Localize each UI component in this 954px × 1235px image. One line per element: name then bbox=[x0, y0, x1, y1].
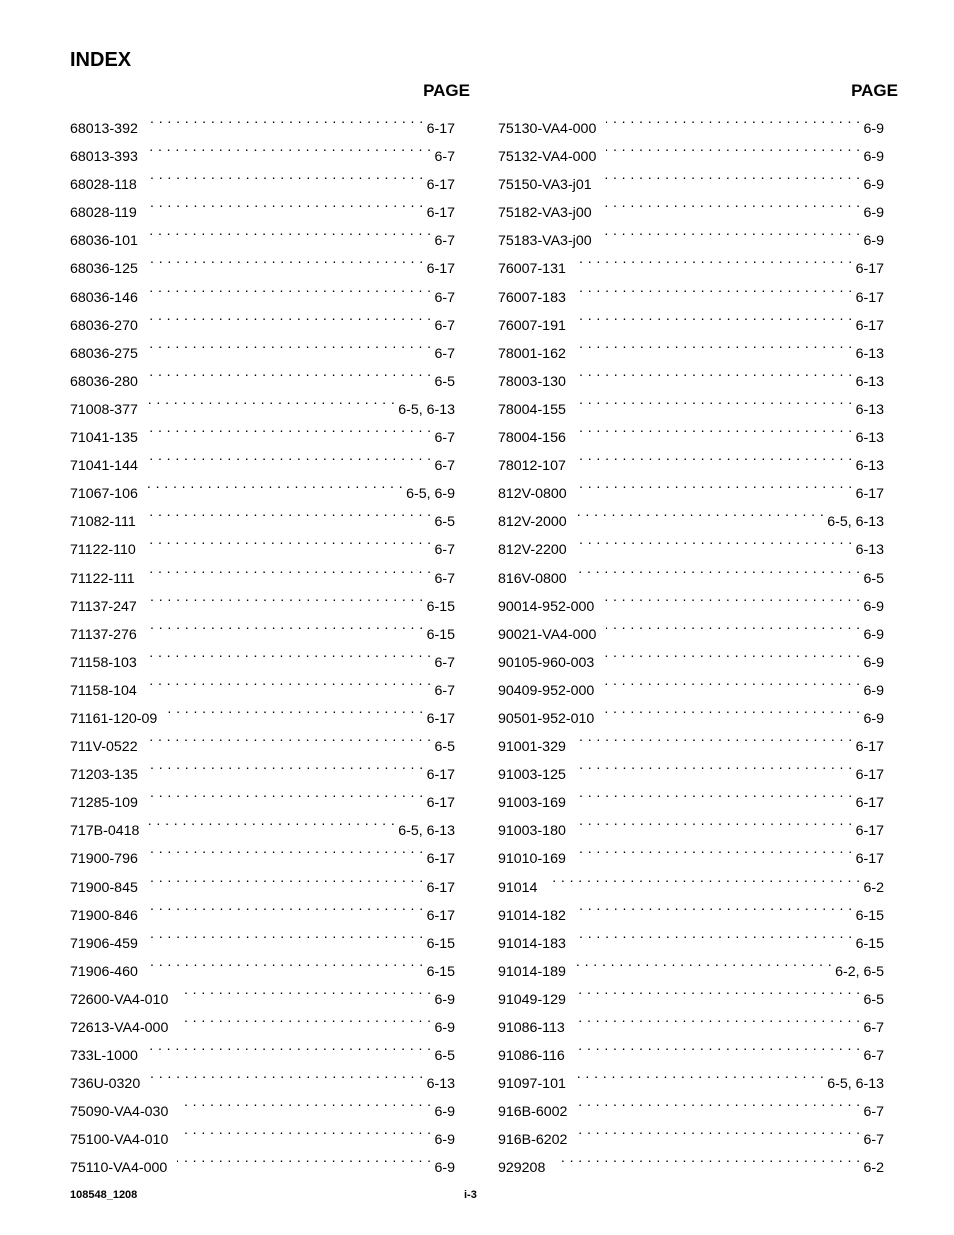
page-reference: 6-9 bbox=[863, 654, 884, 671]
dot-leader bbox=[150, 1060, 423, 1088]
dot-leader bbox=[577, 1088, 860, 1116]
dot-leader bbox=[147, 611, 424, 639]
part-number: 71137-247 bbox=[70, 598, 137, 615]
page-reference: 6-2 bbox=[863, 1160, 884, 1177]
part-number: 71122-111 bbox=[70, 570, 135, 587]
dot-leader bbox=[178, 1116, 431, 1144]
page-reference: 6-17 bbox=[426, 710, 455, 727]
dot-leader bbox=[576, 920, 853, 948]
dot-leader bbox=[577, 470, 853, 498]
part-number: 929208 bbox=[498, 1160, 546, 1177]
part-number: 75100-VA4-010 bbox=[70, 1132, 169, 1149]
page-reference: 6-17 bbox=[426, 121, 455, 137]
dot-leader bbox=[602, 189, 861, 217]
dot-leader bbox=[575, 1004, 861, 1032]
part-number: 717B-0418 bbox=[70, 823, 140, 840]
part-number: 91086-116 bbox=[498, 1048, 565, 1065]
part-number: 68036-101 bbox=[70, 233, 138, 250]
part-number: 78001-162 bbox=[498, 345, 566, 362]
part-number: 71122-110 bbox=[70, 542, 136, 559]
part-number: 91014-182 bbox=[498, 907, 566, 924]
page-reference: 6-13 bbox=[855, 373, 884, 390]
page-reference: 6-9 bbox=[863, 598, 884, 615]
page-reference: 6-5 bbox=[434, 514, 455, 531]
part-number: 71158-104 bbox=[70, 682, 137, 699]
dot-leader bbox=[577, 526, 853, 554]
page-reference: 6-15 bbox=[426, 963, 455, 980]
index-entry bbox=[70, 105, 455, 137]
page-reference: 6-5, 6-13 bbox=[398, 823, 455, 840]
part-number: 90021-VA4-000 bbox=[498, 626, 597, 643]
page-column-header: PAGE bbox=[851, 81, 898, 100]
part-number: 71906-460 bbox=[70, 963, 138, 980]
index-entry bbox=[498, 105, 884, 137]
page-reference: 6-13 bbox=[855, 345, 884, 362]
page-reference: 6-9 bbox=[434, 1020, 455, 1036]
dot-leader bbox=[576, 358, 853, 386]
part-number: 91003-125 bbox=[498, 767, 566, 784]
page-reference: 6-17 bbox=[426, 907, 455, 924]
page-reference: 6-17 bbox=[855, 739, 884, 756]
page-reference: 6-15 bbox=[426, 598, 455, 615]
dot-leader bbox=[606, 105, 860, 133]
part-number: 711V-0522 bbox=[70, 739, 138, 756]
page-reference: 6-9 bbox=[863, 121, 884, 137]
part-number: 68036-280 bbox=[70, 373, 138, 390]
dot-leader bbox=[146, 498, 432, 526]
part-number: 812V-0800 bbox=[498, 486, 567, 503]
part-number: 736U-0320 bbox=[70, 1076, 141, 1093]
page-reference: 6-9 bbox=[863, 682, 884, 699]
part-number: 76007-131 bbox=[498, 261, 566, 278]
part-number: 68036-275 bbox=[70, 345, 138, 362]
part-number: 75130-VA4-000 bbox=[498, 121, 597, 137]
part-number: 68028-118 bbox=[70, 177, 137, 194]
page-reference: 6-7 bbox=[434, 654, 455, 671]
part-number: 71906-459 bbox=[70, 935, 138, 952]
index-list-left bbox=[70, 105, 470, 1177]
dot-leader bbox=[148, 920, 424, 948]
part-number: 72600-VA4-010 bbox=[70, 991, 169, 1008]
part-number: 91003-169 bbox=[498, 795, 566, 812]
part-number: 71203-135 bbox=[70, 767, 138, 784]
part-number: 71082-111 bbox=[70, 514, 136, 531]
dot-leader bbox=[604, 639, 860, 667]
page-reference: 6-17 bbox=[855, 823, 884, 840]
dot-leader bbox=[178, 976, 431, 1004]
page-column-header: PAGE bbox=[423, 81, 470, 100]
dot-leader bbox=[148, 245, 424, 273]
page-reference: 6-7 bbox=[434, 458, 455, 475]
part-number: 733L-1000 bbox=[70, 1048, 138, 1065]
page-reference: 6-5 bbox=[434, 739, 455, 756]
page-reference: 6-7 bbox=[863, 1104, 884, 1121]
dot-leader bbox=[149, 807, 395, 835]
part-number: 816V-0800 bbox=[498, 570, 567, 587]
part-number: 75090-VA4-030 bbox=[70, 1104, 169, 1121]
dot-leader bbox=[148, 274, 432, 302]
dot-leader bbox=[576, 245, 853, 273]
part-number: 71900-845 bbox=[70, 879, 138, 896]
dot-leader bbox=[576, 835, 853, 863]
page-reference: 6-17 bbox=[426, 851, 455, 868]
page-reference: 6-9 bbox=[863, 710, 884, 727]
page-reference: 6-17 bbox=[855, 767, 884, 784]
index-entry bbox=[498, 864, 884, 896]
part-number: 68036-270 bbox=[70, 317, 138, 334]
dot-leader bbox=[148, 302, 432, 330]
page-reference: 6-7 bbox=[863, 1048, 884, 1065]
page-reference: 6-5, 6-13 bbox=[398, 401, 455, 418]
dot-leader bbox=[577, 1116, 860, 1144]
page-reference: 6-7 bbox=[863, 1132, 884, 1149]
page-reference: 6-7 bbox=[434, 149, 455, 166]
dot-leader bbox=[148, 105, 424, 133]
dot-leader bbox=[576, 807, 853, 835]
part-number: 91014-183 bbox=[498, 935, 566, 952]
part-number: 71900-796 bbox=[70, 851, 138, 868]
page-number: i-3 bbox=[464, 1189, 477, 1201]
part-number: 812V-2200 bbox=[498, 542, 567, 559]
page-reference: 6-5 bbox=[863, 991, 884, 1008]
dot-leader bbox=[148, 723, 432, 751]
part-number: 90501-952-010 bbox=[498, 710, 595, 727]
part-number: 90409-952-000 bbox=[498, 682, 595, 699]
page-reference: 6-13 bbox=[855, 458, 884, 475]
dot-leader bbox=[576, 330, 853, 358]
part-number: 71008-377 bbox=[70, 401, 138, 418]
part-number: 91097-101 bbox=[498, 1076, 566, 1093]
dot-leader bbox=[148, 864, 424, 892]
part-number: 72613-VA4-000 bbox=[70, 1020, 169, 1036]
page-reference: 6-17 bbox=[426, 879, 455, 896]
page-reference: 6-5 bbox=[434, 1048, 455, 1065]
dot-leader bbox=[577, 498, 825, 526]
part-number: 68013-392 bbox=[70, 121, 138, 137]
page-reference: 6-7 bbox=[434, 542, 455, 559]
dot-leader bbox=[602, 217, 861, 245]
dot-leader bbox=[576, 414, 853, 442]
page-reference: 6-13 bbox=[426, 1076, 455, 1093]
part-number: 91049-129 bbox=[498, 991, 566, 1008]
page-reference: 6-9 bbox=[863, 177, 884, 194]
page-reference: 6-13 bbox=[855, 430, 884, 447]
part-number: 812V-2000 bbox=[498, 514, 567, 531]
part-number: 78003-130 bbox=[498, 373, 566, 390]
dot-leader bbox=[148, 217, 432, 245]
dot-leader bbox=[147, 583, 424, 611]
document-number: 108548_1208 bbox=[70, 1189, 138, 1201]
index-list-right bbox=[498, 105, 898, 1177]
part-number: 916B-6202 bbox=[498, 1132, 568, 1149]
page-reference: 6-13 bbox=[855, 542, 884, 559]
part-number: 75183-VA3-j00 bbox=[498, 233, 592, 250]
page-reference: 6-9 bbox=[863, 626, 884, 643]
part-number: 76007-183 bbox=[498, 289, 566, 306]
page-reference: 6-9 bbox=[863, 149, 884, 166]
dot-leader bbox=[576, 751, 853, 779]
part-number: 91014-189 bbox=[498, 963, 566, 980]
part-number: 71285-109 bbox=[70, 795, 138, 812]
page-reference: 6-7 bbox=[434, 233, 455, 250]
page-reference: 6-17 bbox=[855, 851, 884, 868]
dot-leader bbox=[576, 386, 853, 414]
page-reference: 6-17 bbox=[426, 261, 455, 278]
dot-leader bbox=[148, 948, 424, 976]
index-entry bbox=[498, 892, 884, 924]
page-reference: 6-17 bbox=[426, 795, 455, 812]
dot-leader bbox=[148, 779, 424, 807]
dot-leader bbox=[147, 161, 424, 189]
part-number: 78004-155 bbox=[498, 401, 566, 418]
page-reference: 6-9 bbox=[863, 233, 884, 250]
page-reference: 6-17 bbox=[426, 177, 455, 194]
part-number: 91003-180 bbox=[498, 823, 566, 840]
page-reference: 6-2, 6-5 bbox=[835, 963, 884, 980]
page-reference: 6-15 bbox=[426, 935, 455, 952]
page-reference: 6-9 bbox=[434, 991, 455, 1008]
page-reference: 6-5, 6-13 bbox=[827, 1076, 884, 1093]
dot-leader bbox=[576, 779, 853, 807]
part-number: 71161-120-09 bbox=[70, 710, 158, 727]
page-reference: 6-17 bbox=[855, 289, 884, 306]
page-reference: 6-13 bbox=[855, 401, 884, 418]
page-reference: 6-5 bbox=[863, 570, 884, 587]
part-number: 71041-135 bbox=[70, 430, 138, 447]
part-number: 71041-144 bbox=[70, 458, 138, 475]
part-number: 78012-107 bbox=[498, 458, 566, 475]
dot-leader bbox=[147, 639, 432, 667]
dot-leader bbox=[148, 414, 432, 442]
index-entry bbox=[498, 1144, 884, 1177]
part-number: 71137-276 bbox=[70, 626, 137, 643]
part-number: 91010-169 bbox=[498, 851, 566, 868]
part-number: 68036-146 bbox=[70, 289, 138, 306]
page-reference: 6-5, 6-9 bbox=[406, 486, 455, 503]
dot-leader bbox=[148, 358, 432, 386]
dot-leader bbox=[148, 133, 432, 161]
part-number: 71067-106 bbox=[70, 486, 138, 503]
page-reference: 6-7 bbox=[434, 345, 455, 362]
dot-leader bbox=[555, 1144, 860, 1172]
part-number: 68036-125 bbox=[70, 261, 138, 278]
dot-leader bbox=[576, 976, 861, 1004]
part-number: 75132-VA4-000 bbox=[498, 149, 597, 166]
part-number: 91001-329 bbox=[498, 739, 566, 756]
part-number: 71158-103 bbox=[70, 654, 137, 671]
part-number: 91014 bbox=[498, 879, 538, 896]
page-reference: 6-7 bbox=[434, 289, 455, 306]
page-reference: 6-7 bbox=[863, 1020, 884, 1036]
dot-leader bbox=[606, 611, 860, 639]
page-reference: 6-15 bbox=[426, 626, 455, 643]
part-number: 90105-960-003 bbox=[498, 654, 595, 671]
part-number: 916B-6002 bbox=[498, 1104, 568, 1121]
dot-leader bbox=[577, 555, 861, 583]
dot-leader bbox=[178, 1088, 431, 1116]
dot-leader bbox=[145, 555, 432, 583]
part-number: 91086-113 bbox=[498, 1020, 565, 1036]
page-reference: 6-7 bbox=[434, 430, 455, 447]
dot-leader bbox=[147, 189, 424, 217]
dot-leader bbox=[576, 892, 853, 920]
dot-leader bbox=[606, 133, 860, 161]
dot-leader bbox=[146, 526, 432, 554]
dot-leader bbox=[148, 442, 432, 470]
page-reference: 6-9 bbox=[434, 1160, 455, 1177]
part-number: 75110-VA4-000 bbox=[70, 1160, 168, 1177]
index-title: INDEX bbox=[70, 49, 132, 71]
page-reference: 6-9 bbox=[434, 1132, 455, 1149]
part-number: 75150-VA3-j01 bbox=[498, 177, 592, 194]
dot-leader bbox=[576, 723, 853, 751]
part-number: 90014-952-000 bbox=[498, 598, 595, 615]
dot-leader bbox=[167, 695, 423, 723]
dot-leader bbox=[576, 442, 853, 470]
dot-leader bbox=[576, 302, 853, 330]
page-reference: 6-7 bbox=[434, 682, 455, 699]
dot-leader bbox=[602, 161, 861, 189]
part-number: 68028-119 bbox=[70, 205, 137, 222]
page-reference: 6-9 bbox=[434, 1104, 455, 1121]
page-reference: 6-17 bbox=[426, 767, 455, 784]
index-column-left bbox=[70, 80, 470, 1177]
dot-leader bbox=[547, 864, 860, 892]
dot-leader bbox=[604, 667, 860, 695]
dot-leader bbox=[148, 330, 432, 358]
dot-leader bbox=[575, 1032, 861, 1060]
index-column-right bbox=[498, 80, 898, 1177]
page-reference: 6-17 bbox=[855, 317, 884, 334]
page-reference: 6-2 bbox=[863, 879, 884, 896]
dot-leader bbox=[148, 470, 403, 498]
dot-leader bbox=[576, 274, 853, 302]
dot-leader bbox=[148, 892, 424, 920]
part-number: 68013-393 bbox=[70, 149, 138, 166]
dot-leader bbox=[147, 667, 432, 695]
part-number: 75182-VA3-j00 bbox=[498, 205, 592, 222]
dot-leader bbox=[576, 948, 832, 976]
dot-leader bbox=[148, 1032, 432, 1060]
page-reference: 6-5, 6-13 bbox=[827, 514, 884, 531]
part-number: 71900-846 bbox=[70, 907, 138, 924]
dot-leader bbox=[148, 386, 395, 414]
part-number: 78004-156 bbox=[498, 430, 566, 447]
page-reference: 6-17 bbox=[855, 261, 884, 278]
dot-leader bbox=[604, 695, 860, 723]
dot-leader bbox=[576, 1060, 824, 1088]
page-reference: 6-7 bbox=[434, 570, 455, 587]
page-reference: 6-17 bbox=[855, 486, 884, 503]
page-reference: 6-15 bbox=[855, 935, 884, 952]
dot-leader bbox=[177, 1144, 431, 1172]
page-reference: 6-5 bbox=[434, 373, 455, 390]
page-reference: 6-9 bbox=[863, 205, 884, 222]
page-reference: 6-7 bbox=[434, 317, 455, 334]
page-reference: 6-17 bbox=[426, 205, 455, 222]
dot-leader bbox=[178, 1004, 431, 1032]
page-reference: 6-15 bbox=[855, 907, 884, 924]
dot-leader bbox=[148, 751, 424, 779]
part-number: 76007-191 bbox=[498, 317, 566, 334]
page-reference: 6-17 bbox=[855, 795, 884, 812]
dot-leader bbox=[148, 835, 424, 863]
dot-leader bbox=[604, 583, 860, 611]
